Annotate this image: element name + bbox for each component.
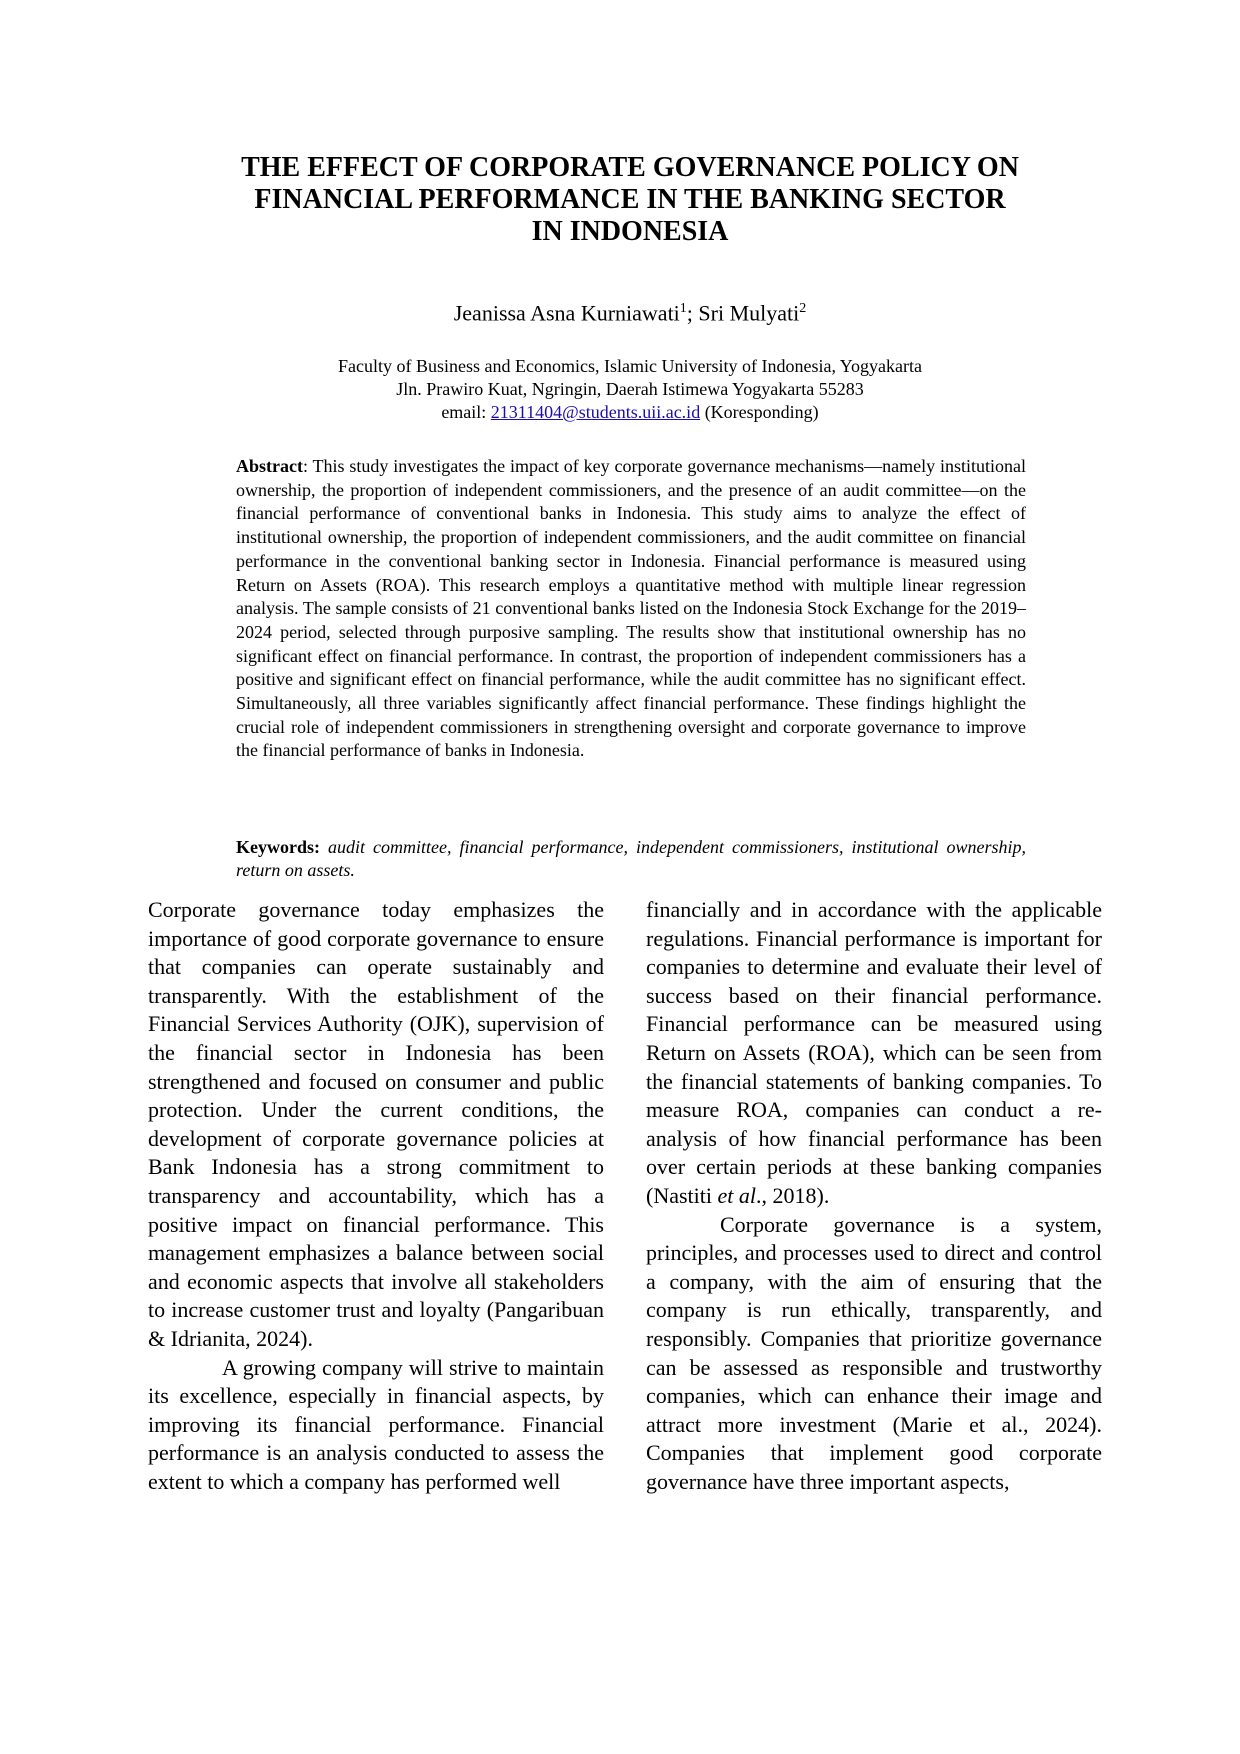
body-paragraph: A growing company will strive to maintain its excellence, especially in financial aspects, by improving its financial performance. Financial performance is an analysis conducted to assess the extent to which a company has performed well <box>148 1354 604 1494</box>
title-line: THE EFFECT OF CORPORATE GOVERNANCE POLICY ON <box>241 152 1019 183</box>
email-line <box>150 401 1110 424</box>
title-line: IN INDONESIA <box>531 216 729 247</box>
body-paragraph <box>646 896 1102 1211</box>
body-column-right <box>646 896 1102 1496</box>
abstract <box>236 455 1026 763</box>
body-column-left <box>148 896 604 1496</box>
body-text: ., 2018). <box>756 1182 830 1208</box>
author-affiliation-mark: 2 <box>799 301 807 316</box>
affiliation-block <box>150 355 1110 424</box>
author-name: Jeanissa Asna Kurniawati <box>453 300 680 326</box>
body-paragraph: Corporate governance is a system, principles, and processes used to direct and control a company, with the aim of ensuring that the company is run ethically, transparently, and responsibly. Companies that prioritize governance can be assessed as responsible and trustworthy companies, which can enhance their image and attract more investment (Marie et al., 2024). Companies that implement good corporate governance have three important aspects, <box>646 1211 1102 1494</box>
keywords-text: audit committee, financial performance, independent commissioners, institutional ownership, return on assets. <box>236 837 1026 880</box>
address-line: Jln. Prawiro Kuat, Ngringin, Daerah Istimewa Yogyakarta 55283 <box>396 379 864 399</box>
keywords-label: Keywords: <box>236 837 320 857</box>
author-affiliation-mark: 1 <box>679 301 687 316</box>
author-list <box>150 296 1110 326</box>
author-separator: ; <box>686 300 699 326</box>
email-link[interactable]: 21311404@students.uii.ac.id <box>490 402 701 422</box>
title-line: FINANCIAL PERFORMANCE IN THE BANKING SECTOR <box>254 184 1006 215</box>
email-suffix: (Koresponding) <box>700 402 819 422</box>
paper-title <box>150 152 1110 248</box>
citation-et-al: et al <box>717 1182 756 1208</box>
keywords <box>236 836 1026 882</box>
author-name: Sri Mulyati <box>698 300 800 326</box>
body-paragraph: Corporate governance today emphasizes the importance of good corporate governance to ensure that companies can operate sustainably and transparently. With the establishment of the Financial Services Authority (OJK), supervision of the financial sector in Indonesia has been strengthened and focused on consumer and public protection. Under the current conditions, the development of corporate governance policies at Bank Indonesia has a strong commitment to transparency and accountability, which has a positive impact on financial performance. This management emphasizes a balance between social and economic aspects that involve all stakeholders to increase customer trust and loyalty (Pangaribuan & Idrianita, 2024). <box>148 897 604 1351</box>
body-text: financially and in accordance with the applicable regulations. Financial performance is important for companies to determine and evaluate their level of success based on their financial performance. Financial performance can be measured using Return on Assets (ROA), which can be seen from the financial statements of banking companies. To measure ROA, companies can conduct a re-analysis of how financial performance has been over certain periods at these banking companies (Nastiti <box>646 897 1102 1208</box>
affiliation-line: Faculty of Business and Economics, Islamic University of Indonesia, Yogyakarta <box>338 356 922 376</box>
email-label: email: <box>441 402 491 422</box>
abstract-text: : This study investigates the impact of key corporate governance mechanisms—namely institutional ownership, the proportion of independent commissioners, and the presence of an audit committee—on the financial performance of conventional banks in Indonesia. This study aims to analyze the effect of institutional ownership, the proportion of independent commissioners, and the audit committee on financial performance in the conventional banking sector in Indonesia. Financial performance is measured using Return on Assets (ROA). This research employs a quantitative method with multiple linear regression analysis. The sample consists of 21 conventional banks listed on the Indonesia Stock Exchange for the 2019–2024 period, selected through purposive sampling. The results show that institutional ownership has no significant effect on financial performance. In contrast, the proportion of independent commissioners has a positive and significant effect on financial performance, while the audit committee has no significant effect. Simultaneously, all three variables significantly affect financial performance. These findings highlight the crucial role of independent commissioners in strengthening oversight and corporate governance to improve the financial performance of banks in Indonesia. <box>236 456 1026 761</box>
abstract-label: Abstract <box>236 456 303 476</box>
